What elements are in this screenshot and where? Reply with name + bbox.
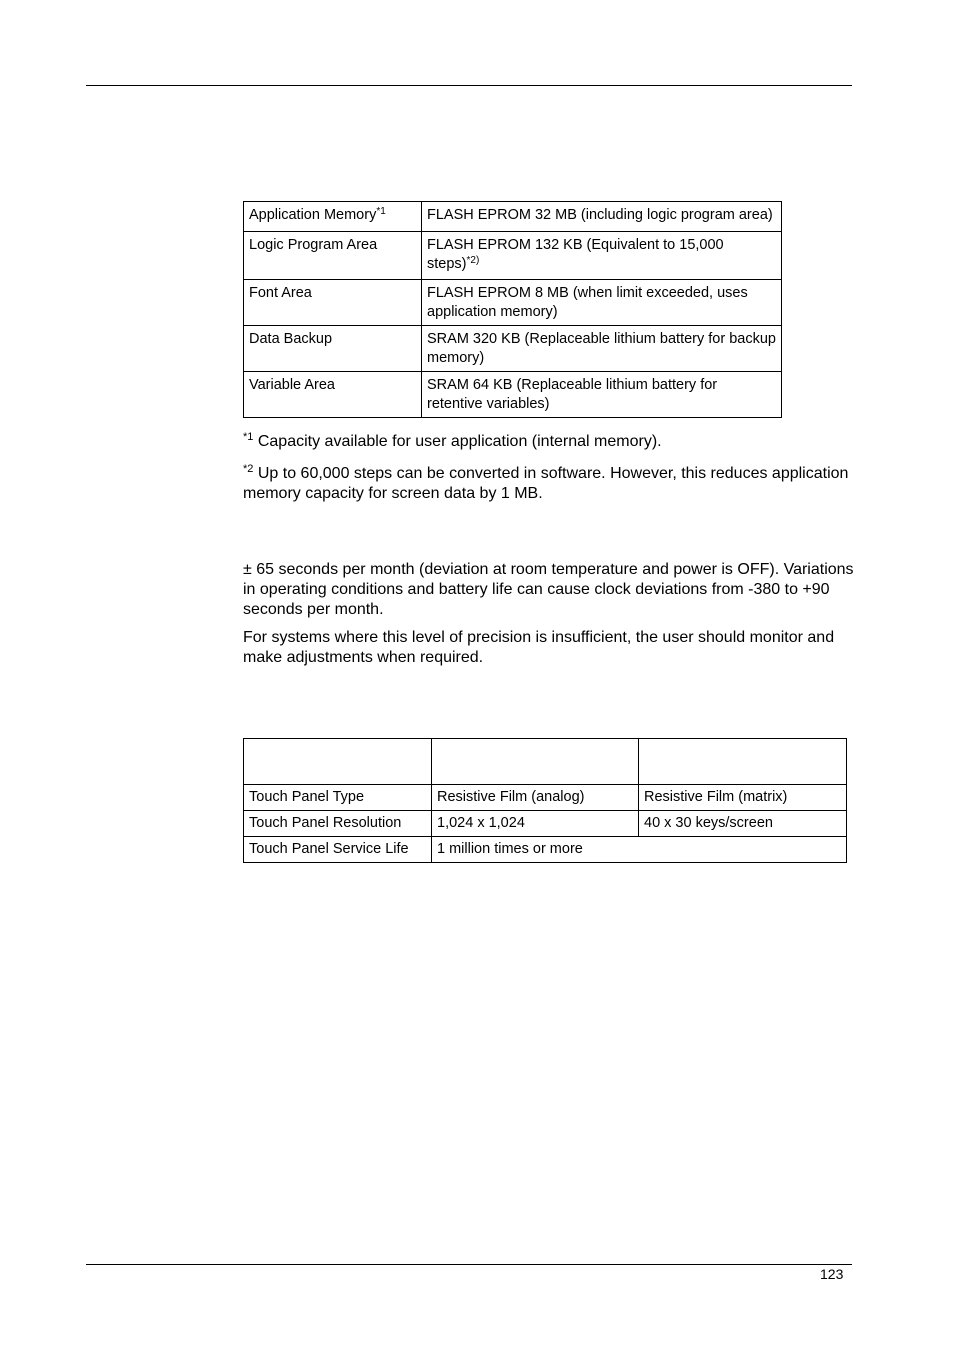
- header-cell: [244, 739, 432, 785]
- row-value: SRAM 64 KB (Replaceable lithium battery for retentive variables): [422, 372, 782, 418]
- clock-accuracy-text: ± 65 seconds per month (deviation at room temperature and power is OFF). Variations in operating conditions and battery life can cause clock deviations from -380 to +90 seconds per month.: [243, 561, 854, 618]
- table-row: [244, 811, 847, 837]
- table-header-row: [244, 739, 847, 785]
- header-rule: [86, 85, 852, 86]
- row-label: Touch Panel Type: [244, 785, 432, 811]
- table-row: [244, 837, 847, 863]
- clock-adjustment-note: For systems where this level of precision is insufficient, the user should monitor and make adjustments when required.: [243, 629, 835, 666]
- row-label: Variable Area: [244, 372, 422, 418]
- table-row: [244, 280, 782, 326]
- row-value: 1 million times or more: [432, 837, 847, 863]
- table-row: [244, 232, 782, 280]
- memory-spec-table: [243, 201, 782, 418]
- touch-panel-table: [243, 738, 847, 863]
- footer-rule: [86, 1264, 852, 1265]
- row-label: Application Memory$^{*1}$: [244, 202, 422, 232]
- row-value: 40 x 30 keys/screen: [639, 811, 847, 837]
- row-value: 1,024 x 1,024: [432, 811, 639, 837]
- row-label: Logic Program Area: [244, 232, 422, 280]
- table-row: [244, 785, 847, 811]
- row-value: FLASH EPROM 8 MB (when limit exceeded, uses application memory): [422, 280, 782, 326]
- table-row: [244, 202, 782, 232]
- footnote-2: $^{*2}$ Up to 60,000 steps can be converted in software. However, this reduces application memory capacity for screen data by 1 MB.: [243, 463, 849, 502]
- row-value: SRAM 320 KB (Replaceable lithium battery for backup memory): [422, 326, 782, 372]
- row-label: Touch Panel Resolution: [244, 811, 432, 837]
- table-row: [244, 326, 782, 372]
- header-cell: [639, 739, 847, 785]
- row-label: Touch Panel Service Life: [244, 837, 432, 863]
- header-cell: [432, 739, 639, 785]
- row-value: Resistive Film (matrix): [639, 785, 847, 811]
- page-number: 123: [820, 1266, 844, 1282]
- table-row: [244, 372, 782, 418]
- footnote-1: $^{*1}$ Capacity available for user application (internal memory).: [243, 431, 662, 450]
- row-value: FLASH EPROM 32 MB (including logic program area): [422, 202, 782, 232]
- row-value: FLASH EPROM 132 KB (Equivalent to 15,000 steps)$^{*2)}$: [422, 232, 782, 280]
- row-value: Resistive Film (analog): [432, 785, 639, 811]
- row-label: Font Area: [244, 280, 422, 326]
- row-label: Data Backup: [244, 326, 422, 372]
